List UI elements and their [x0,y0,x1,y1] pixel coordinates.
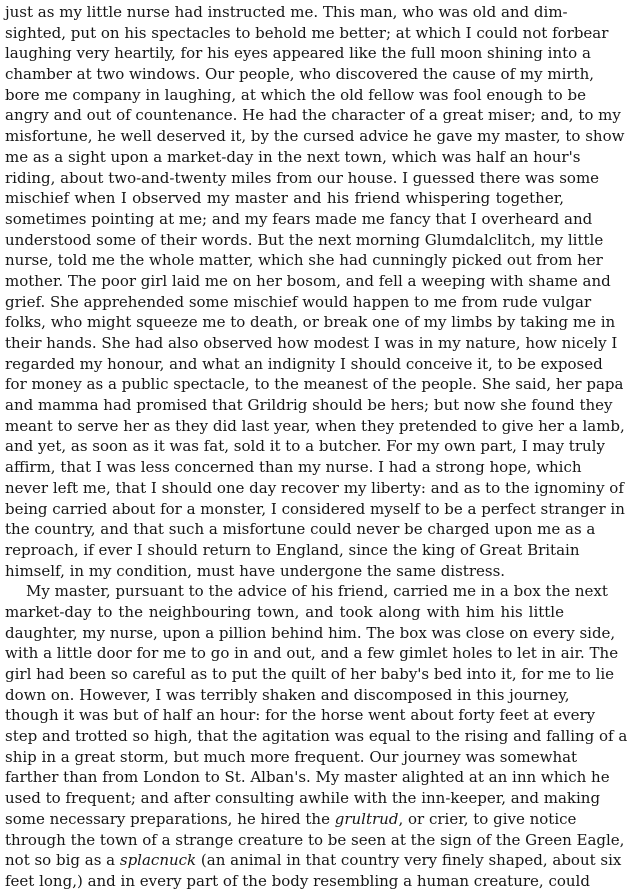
text-line: the country, and that such a misfortune could never be charged upon me as a [5,520,596,539]
text-line: sighted, put on his spectacles to behold me better; at which I could not forbear [5,23,609,42]
text-line: nurse, told me the whole matter, which she had cunningly picked out from her [5,251,603,270]
text-segment: , or crier, to give notice [398,809,577,828]
text-line [5,809,577,830]
text-line: for money as a public spectacle, to the meanest of the people. She said, her papa [5,375,624,394]
text-line: girl had been so careful as to put the quilt of her baby's bed into it, for me to lie [5,665,615,683]
text-line: understood some of their words. But the next morning Glumdalclitch, my little [5,230,604,249]
text-line: reproach, if ever I should return to England, since the king of Great Britain [5,540,580,559]
text-line: their hands. She had also observed how modest I was in my nature, how nicely I [5,334,618,352]
text-line: being carried about for a monster, I considered myself to be a perfect stranger in [5,499,625,518]
text-line: regarded my honour, and what an indignity I should conceive it, to be exposed [5,354,603,373]
text-line: affirm, that I was less concerned than my nurse. I had a strong hope, which [5,458,582,477]
text-line: My master, pursuant to the advice of his friend, carried me in a box the next [26,582,608,601]
text-line: himself, in my condition, must have undergone the same distress. [5,561,506,580]
text-line: daughter, my nurse, upon a pillion behind him. The box was close on every side, [5,623,616,642]
text-line: mother. The poor girl laid me on her bosom, and fell a weeping with shame and [5,271,611,290]
text-segment: some necessary preparations, he hired the [5,809,335,828]
text-line: mischief when I observed my master and his friend whispering together, [5,189,564,208]
text-line [5,850,622,871]
text-line: used to frequent; and after consulting awhile with the inn-keeper, and making [5,789,601,808]
text-line: down on. However, I was terribly shaken and discomposed in this journey, [5,685,570,704]
text-line: meant to serve her as they did last year, when they pretended to give her a lamb, [5,416,625,435]
text-line: grief. She apprehended some mischief would happen to me from rude vulgar [5,292,592,311]
text-line: laughing very heartily, for his eyes appeared like the full moon shining into a [5,44,591,63]
paragraph-2 [5,581,628,891]
text-line: and yet, as soon as it was fat, sold it to a butcher. For my own part, I may truly [5,437,605,456]
text-line: bore me company in laughing, at which the old fellow was fool enough to be [5,85,586,104]
italic-term: grultrud [334,809,399,828]
text-line: and mamma had promised that Grildrig should be hers; but now she found they [5,396,613,415]
text-line: riding, about two-and-twenty miles from our house. I guessed there was some [5,168,600,187]
italic-term: splacnuck [119,851,197,870]
text-line: chamber at two windows. Our people, who discovered the cause of my mirth, [5,65,595,84]
text-line: with a little door for me to go in and out, and a few gimlet holes to let in air. The [5,644,619,663]
text-line: though it was but of half an hour: for the horse went about forty feet at every [5,706,596,725]
text-line: farther than from London to St. Alban's. My master alighted at an inn which he [5,768,610,787]
text-line: angry and out of countenance. He had the character of a great miser; and, to my [5,106,621,125]
text-line: ship in a great storm, but much more frequent. Our journey was somewhat [5,747,578,766]
text-line: me as a sight upon a market-day in the next town, which was half an hour's [5,147,581,166]
text-line: through the town of a strange creature to be seen at the sign of the Green Eagle, [5,830,625,849]
text-line: step and trotted so high, that the agitation was equal to the rising and falling of a [5,727,628,746]
text-line: folks, who might squeeze me to death, or break one of my limbs by taking me in [5,313,616,332]
text-line: misfortune, he well deserved it, by the cursed advice he gave my master, to show [5,127,625,146]
text-line: never left me, that I should one day recover my liberty: and as to the ignominy of [5,478,624,497]
text-segment: (an animal in that country very finely shaped, about six [196,851,622,870]
text-line: just as my little nurse had instructed me. This man, who was old and dim- [5,3,568,21]
text-line: feet long,) and in every part of the body resembling a human creature, could [5,871,590,890]
text-segment: not so big as a [5,851,120,870]
paragraph-1 [5,2,625,581]
text-line: sometimes pointing at me; and my fears made me fancy that I overheard and [5,209,593,228]
text-line: market-day to the neighbouring town, and took along with him his little [5,602,564,621]
